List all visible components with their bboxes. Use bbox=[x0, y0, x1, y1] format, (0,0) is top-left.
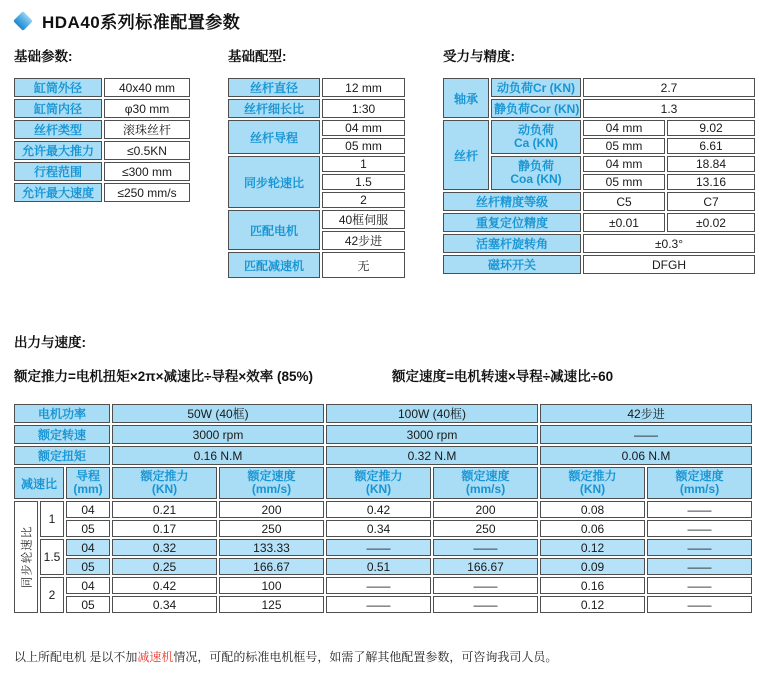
table-row bbox=[14, 501, 752, 518]
lead-value: 04 bbox=[66, 501, 110, 518]
param-label: 允许最大速度 bbox=[14, 183, 102, 202]
config-label: 同步轮速比 bbox=[228, 156, 320, 208]
table-row bbox=[14, 425, 752, 444]
config-value: 12 mm bbox=[322, 78, 405, 97]
cell-value: 0.25 bbox=[112, 558, 217, 575]
footnote-text: 以上所配电机 是以不加 bbox=[14, 650, 138, 664]
lead-value: 04 mm bbox=[583, 156, 665, 172]
row-value: 2.7 bbox=[583, 78, 755, 97]
header-line1: 额定速度 bbox=[247, 469, 296, 483]
col-header-speed bbox=[219, 467, 324, 499]
table-row bbox=[14, 99, 190, 118]
cell-value: 0.51 bbox=[326, 558, 431, 575]
header-line2: (mm) bbox=[73, 482, 103, 496]
row-value: DFGH bbox=[583, 255, 755, 274]
lead-value: 05 mm bbox=[583, 174, 665, 190]
row-label-line2: Coa (KN) bbox=[510, 172, 562, 186]
param-label: 允许最大推力 bbox=[14, 141, 102, 160]
sync-ratio-vertical-label bbox=[14, 501, 38, 613]
config-value: 05 mm bbox=[322, 138, 405, 154]
torque-value: 0.06 N.M bbox=[540, 446, 752, 465]
cell-value: —— bbox=[647, 596, 752, 613]
header-line2: (KN) bbox=[579, 482, 606, 496]
cell-value: 0.34 bbox=[112, 596, 217, 613]
lead-value: 05 bbox=[66, 558, 110, 575]
power-value: 100W (40框) bbox=[326, 404, 538, 423]
grade-c5: C5 bbox=[583, 192, 665, 211]
repeat-c7: ±0.02 bbox=[667, 213, 755, 232]
cell-value: —— bbox=[433, 539, 538, 556]
config-label: 丝杆细长比 bbox=[228, 99, 320, 118]
formula-row bbox=[14, 365, 759, 385]
param-value: 40x40 mm bbox=[104, 78, 190, 97]
cell-value: 166.67 bbox=[433, 558, 538, 575]
table-row bbox=[228, 156, 405, 172]
ratio-value: 1.5 bbox=[40, 539, 64, 575]
cell-value: —— bbox=[647, 577, 752, 594]
header-line1: 额定推力 bbox=[354, 469, 403, 483]
table-row bbox=[14, 404, 752, 423]
col-header-thrust bbox=[540, 467, 645, 499]
section-heading-basic-params: 基础参数: bbox=[14, 49, 73, 64]
footnote-highlight: 减速机 bbox=[137, 650, 174, 664]
cell-value: —— bbox=[433, 596, 538, 613]
cell-value: —— bbox=[433, 577, 538, 594]
torque-value: 0.32 N.M bbox=[326, 446, 538, 465]
param-value: 滚珠丝杆 bbox=[104, 120, 190, 139]
header-line2: (mm/s) bbox=[679, 482, 720, 496]
section-heading-output-speed: 出力与速度: bbox=[14, 335, 86, 350]
config-label: 丝杆直径 bbox=[228, 78, 320, 97]
force-precision-table bbox=[441, 76, 757, 276]
footnote bbox=[14, 648, 557, 665]
footnote-text: 情况，可配的标准电机框号，如需了解其他配置参数，可咨询我司人员。 bbox=[173, 650, 558, 664]
cell-value: 0.42 bbox=[326, 501, 431, 518]
config-value: 1 bbox=[322, 156, 405, 172]
basic-config-table bbox=[226, 76, 407, 280]
row-label: 磁环开关 bbox=[443, 255, 581, 274]
row-label: 动负荷Cr (KN) bbox=[491, 78, 581, 97]
table-row bbox=[228, 120, 405, 136]
table-row-highlighted bbox=[14, 558, 752, 575]
table-row bbox=[443, 138, 755, 154]
table-row bbox=[228, 78, 405, 97]
param-value: ≤0.5KN bbox=[104, 141, 190, 160]
row-label: 静负荷Cor (KN) bbox=[491, 99, 581, 118]
cell-value: 0.12 bbox=[540, 596, 645, 613]
row-label: 电机功率 bbox=[14, 404, 110, 423]
cell-value: 125 bbox=[219, 596, 324, 613]
config-value: 1.5 bbox=[322, 174, 405, 190]
header-line1: 额定速度 bbox=[461, 469, 510, 483]
table-row bbox=[14, 120, 190, 139]
load-value: 18.84 bbox=[667, 156, 755, 172]
config-label: 丝杆导程 bbox=[228, 120, 320, 154]
config-value: 40框伺服 bbox=[322, 210, 405, 229]
row-value: ±0.3° bbox=[583, 234, 755, 253]
table-row bbox=[14, 141, 190, 160]
header-line2: (mm/s) bbox=[251, 482, 292, 496]
table-row bbox=[14, 596, 752, 613]
motor-output-table bbox=[12, 402, 754, 615]
col-header-thrust bbox=[326, 467, 431, 499]
row-label: 额定转速 bbox=[14, 425, 110, 444]
cell-value: 250 bbox=[433, 520, 538, 537]
row-label-line2: Ca (KN) bbox=[514, 136, 558, 150]
table-row bbox=[14, 520, 752, 537]
ratio-value: 2 bbox=[40, 577, 64, 613]
torque-value: 0.16 N.M bbox=[112, 446, 324, 465]
cell-value: 0.06 bbox=[540, 520, 645, 537]
cell-value: 0.12 bbox=[540, 539, 645, 556]
repeat-c5: ±0.01 bbox=[583, 213, 665, 232]
row-label-line1: 动负荷 bbox=[517, 123, 554, 137]
cell-value: —— bbox=[647, 558, 752, 575]
section-heading-basic-config: 基础配型: bbox=[228, 49, 287, 64]
cell-value: 0.21 bbox=[112, 501, 217, 518]
param-label: 缸筒内径 bbox=[14, 99, 102, 118]
header-line1: 额定推力 bbox=[140, 469, 189, 483]
param-value: ≤250 mm/s bbox=[104, 183, 190, 202]
ratio-value: 1 bbox=[40, 501, 64, 537]
lead-value: 05 bbox=[66, 596, 110, 613]
cell-value: 0.16 bbox=[540, 577, 645, 594]
col-header-speed bbox=[433, 467, 538, 499]
config-value: 1:30 bbox=[322, 99, 405, 118]
param-label: 行程范围 bbox=[14, 162, 102, 181]
row-label: 丝杆精度等级 bbox=[443, 192, 581, 211]
param-label: 缸筒外径 bbox=[14, 78, 102, 97]
table-header-row bbox=[14, 467, 752, 499]
header-line2: (KN) bbox=[365, 482, 392, 496]
cell-value: 0.34 bbox=[326, 520, 431, 537]
diamond-icon bbox=[13, 11, 33, 31]
cell-value: —— bbox=[647, 539, 752, 556]
row-value: 1.3 bbox=[583, 99, 755, 118]
page-header bbox=[13, 8, 240, 33]
cell-value: —— bbox=[647, 501, 752, 518]
lead-value: 05 bbox=[66, 520, 110, 537]
lead-value: 04 bbox=[66, 577, 110, 594]
cell-value: 200 bbox=[219, 501, 324, 518]
lead-value: 04 mm bbox=[583, 120, 665, 136]
vertical-label-text: 同步轮速比 bbox=[21, 525, 33, 589]
param-label: 丝杆类型 bbox=[14, 120, 102, 139]
table-row bbox=[443, 99, 755, 118]
header-line1: 导程 bbox=[75, 469, 100, 483]
cell-value: 0.42 bbox=[112, 577, 217, 594]
config-label: 匹配减速机 bbox=[228, 252, 320, 278]
row-label-static-load bbox=[491, 156, 581, 190]
cell-value: 0.08 bbox=[540, 501, 645, 518]
table-row bbox=[443, 234, 755, 253]
config-value: 04 mm bbox=[322, 120, 405, 136]
cell-value: 200 bbox=[433, 501, 538, 518]
cell-value: —— bbox=[326, 596, 431, 613]
cell-value: 133.33 bbox=[219, 539, 324, 556]
table-row bbox=[443, 156, 755, 172]
cell-value: 0.17 bbox=[112, 520, 217, 537]
table-row bbox=[14, 446, 752, 465]
power-value: 42步进 bbox=[540, 404, 752, 423]
config-value: 2 bbox=[322, 192, 405, 208]
row-label-line1: 静负荷 bbox=[517, 159, 554, 173]
param-value: ≤300 mm bbox=[104, 162, 190, 181]
table-row bbox=[228, 252, 405, 278]
load-value: 6.61 bbox=[667, 138, 755, 154]
table-row bbox=[14, 78, 190, 97]
grade-c7: C7 bbox=[667, 192, 755, 211]
col-header-speed bbox=[647, 467, 752, 499]
rpm-value: —— bbox=[540, 425, 752, 444]
cell-value: 0.32 bbox=[112, 539, 217, 556]
param-value: φ30 mm bbox=[104, 99, 190, 118]
cell-value: 166.67 bbox=[219, 558, 324, 575]
basic-params-table bbox=[12, 76, 192, 204]
header-line1: 额定速度 bbox=[675, 469, 724, 483]
config-value: 42步进 bbox=[322, 231, 405, 250]
table-row bbox=[228, 99, 405, 118]
section-heading-force-precision: 受力与精度: bbox=[443, 49, 515, 64]
col-header-thrust bbox=[112, 467, 217, 499]
load-value: 9.02 bbox=[667, 120, 755, 136]
col-header-lead bbox=[66, 467, 110, 499]
config-value: 无 bbox=[322, 252, 405, 278]
table-row bbox=[443, 78, 755, 97]
cell-value: —— bbox=[326, 539, 431, 556]
header-line1: 额定推力 bbox=[568, 469, 617, 483]
speed-formula: 额定速度=电机转速×导程÷减速比÷60 bbox=[392, 369, 614, 384]
table-row bbox=[443, 192, 755, 211]
table-row bbox=[443, 255, 755, 274]
page-title: HDA40系列标准配置参数 bbox=[42, 13, 241, 32]
row-label: 活塞杆旋转角 bbox=[443, 234, 581, 253]
header-line2: (mm/s) bbox=[465, 482, 506, 496]
lead-value: 05 mm bbox=[583, 138, 665, 154]
power-value: 50W (40框) bbox=[112, 404, 324, 423]
cell-value: 250 bbox=[219, 520, 324, 537]
load-value: 13.16 bbox=[667, 174, 755, 190]
cell-value: 0.09 bbox=[540, 558, 645, 575]
table-row bbox=[14, 162, 190, 181]
row-label-dynamic-load bbox=[491, 120, 581, 154]
table-row bbox=[443, 174, 755, 190]
group-label-bearing: 轴承 bbox=[443, 78, 489, 118]
rpm-value: 3000 rpm bbox=[326, 425, 538, 444]
lead-value: 04 bbox=[66, 539, 110, 556]
config-label: 匹配电机 bbox=[228, 210, 320, 250]
cell-value: —— bbox=[326, 577, 431, 594]
table-row bbox=[443, 213, 755, 232]
table-row bbox=[14, 577, 752, 594]
table-row-highlighted bbox=[14, 539, 752, 556]
col-header-ratio: 减速比 bbox=[14, 467, 64, 499]
cell-value: —— bbox=[647, 520, 752, 537]
thrust-formula: 额定推力=电机扭矩×2π×减速比÷导程×效率 (85%) bbox=[14, 369, 314, 384]
table-row bbox=[14, 183, 190, 202]
group-label-screw: 丝杆 bbox=[443, 120, 489, 190]
row-label: 额定扭矩 bbox=[14, 446, 110, 465]
cell-value: 100 bbox=[219, 577, 324, 594]
row-label: 重复定位精度 bbox=[443, 213, 581, 232]
header-line2: (KN) bbox=[151, 482, 178, 496]
table-row bbox=[443, 120, 755, 136]
table-row bbox=[228, 210, 405, 229]
vertical-text-wrap bbox=[15, 502, 37, 612]
rpm-value: 3000 rpm bbox=[112, 425, 324, 444]
